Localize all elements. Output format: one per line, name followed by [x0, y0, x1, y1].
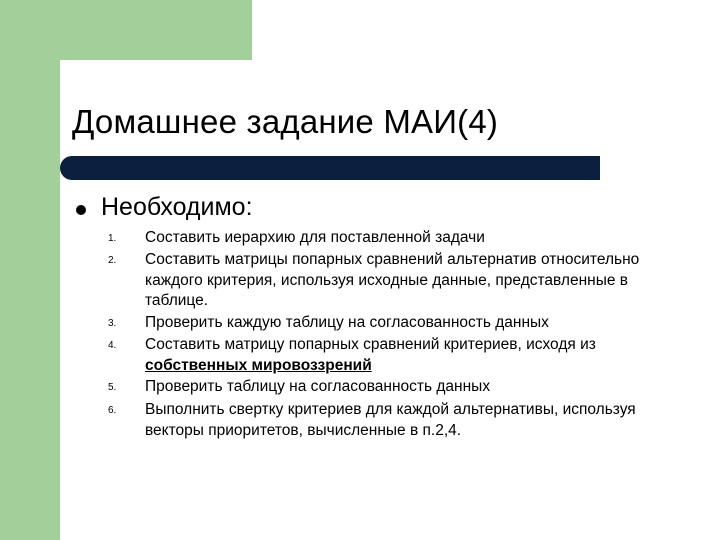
- list-text: [145, 228, 485, 249]
- list-number: 5.: [108, 382, 117, 393]
- list-number: 4.: [108, 340, 117, 351]
- list-line: Составить матрицы попарных сравнений альтернатив относительно: [145, 251, 640, 268]
- list-line-emphasis: собственных мировоззрений: [145, 356, 372, 374]
- list-line: векторы приоритетов, вычисленные в п.2,4.: [145, 421, 462, 439]
- list-number: 2.: [108, 255, 117, 266]
- slide-title: Домашнее задание МАИ(4): [72, 103, 499, 140]
- decor-green-left: [0, 0, 60, 540]
- list-number: 1.: [108, 233, 117, 244]
- list-text: [145, 377, 490, 398]
- list-line: таблице.: [145, 292, 209, 309]
- list-line: Проверить каждую таблицу на согласованность данных: [145, 314, 549, 331]
- list-line: Проверить таблицу на согласованность данных: [145, 378, 491, 395]
- list-number: 3.: [108, 318, 117, 329]
- bullet-dot-icon: [76, 205, 86, 215]
- title-rule: [60, 156, 600, 180]
- bullet-text: Необходимо:: [101, 193, 253, 221]
- list-text: [145, 335, 596, 376]
- list-line: Составить иерархию для поставленной задачи: [145, 229, 485, 246]
- list-text: [145, 250, 639, 312]
- list-line: Составить матрицу попарных сравнений критериев, исходя из: [145, 336, 596, 353]
- list-number: 6.: [108, 405, 117, 416]
- list-text: [145, 400, 636, 441]
- list-text: [145, 313, 549, 334]
- list-line: каждого критерия, используя исходные данные, представленные в: [145, 271, 629, 289]
- list-line: Выполнить свертку критериев для каждой альтернативы, используя: [145, 401, 636, 418]
